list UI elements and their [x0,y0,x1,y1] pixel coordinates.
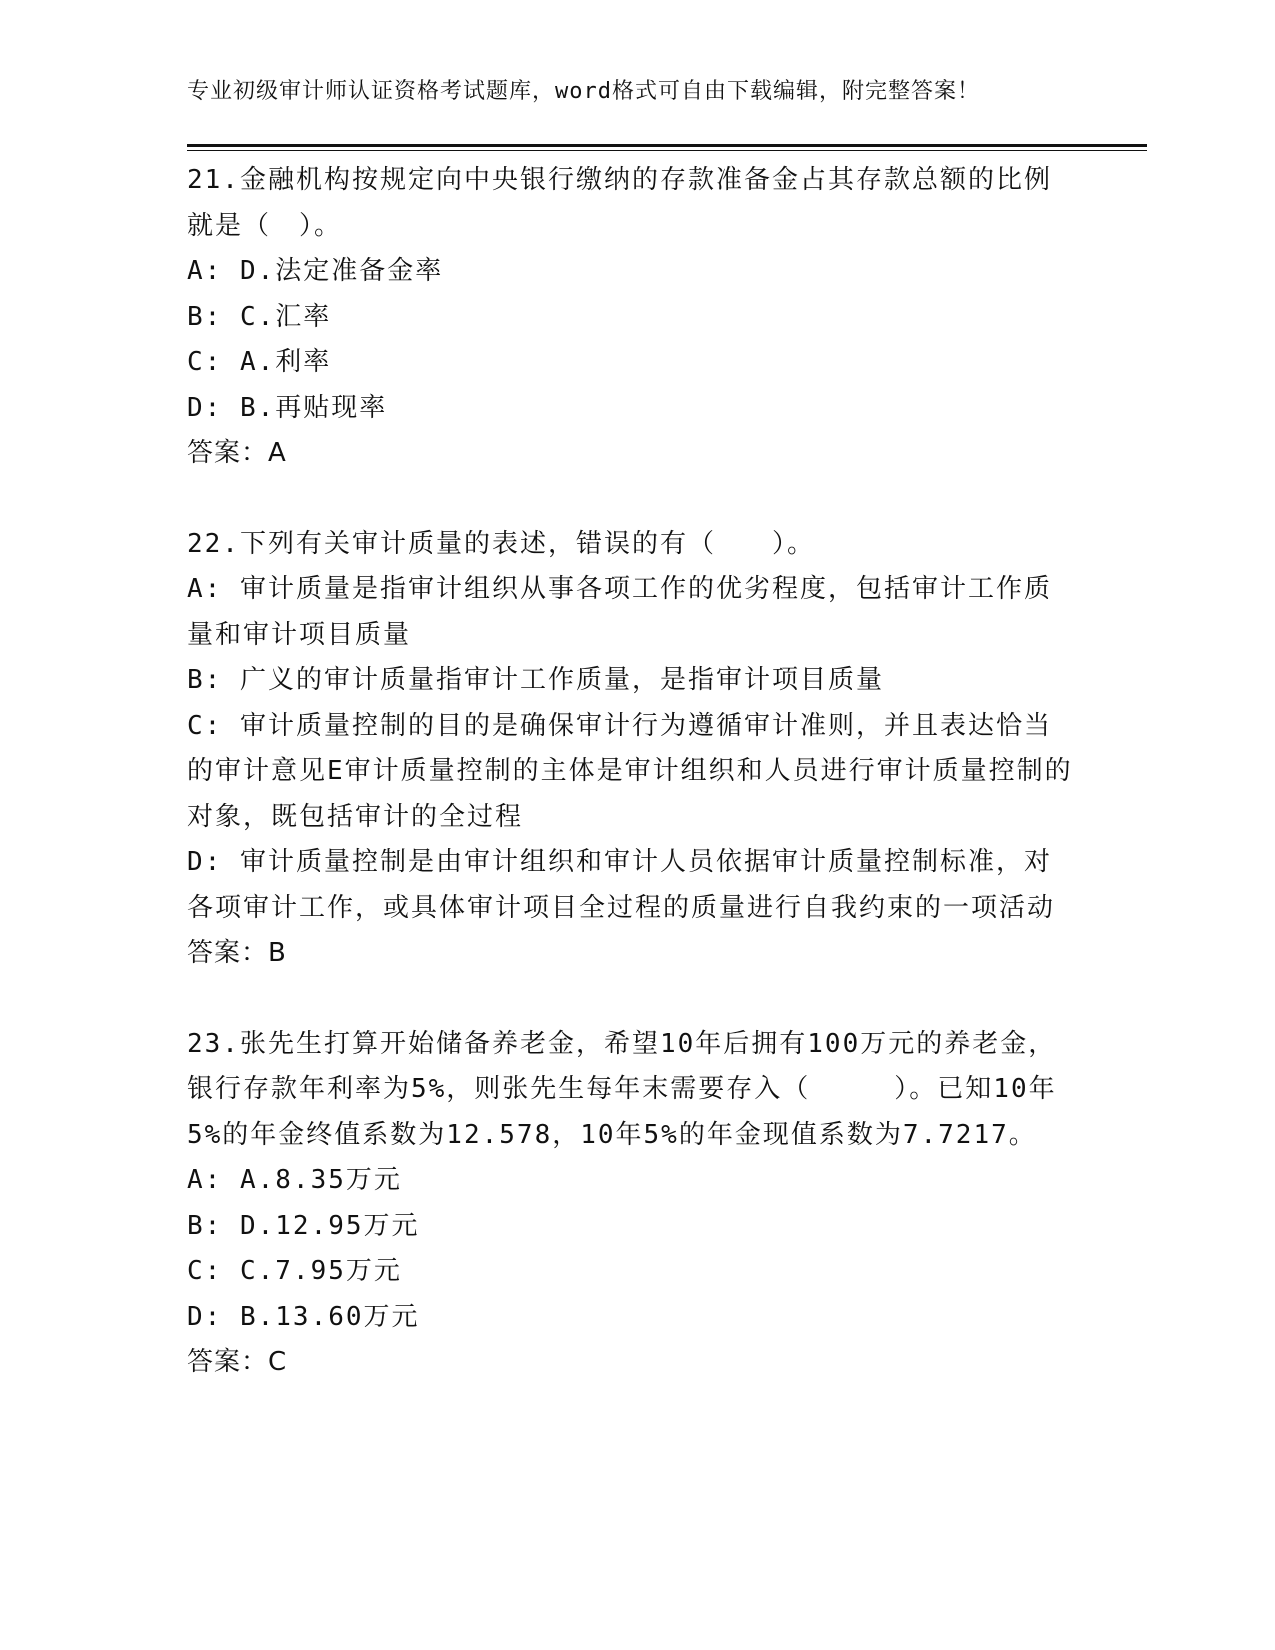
option-label: A: [187,574,223,604]
question-23 [187,1022,1077,1386]
option-text: D.法定准备金率 [239,256,444,286]
option-c [187,340,1077,386]
header-rule-thick [187,144,1147,147]
question-stem: 22.下列有关审计质量的表述，错误的有（ ）。 [187,528,815,559]
option-a [187,567,1077,658]
option-label: A: [187,256,223,286]
question-stem: 23.张先生打算开始储备养老金，希望10年后拥有100万元的养老金，银行存款年利率为5%，则张先生每年末需要存入（ ）。已知10年5%的年金终值系数为12.578，10年5%的年金现值系数为7.7217。 [187,1028,1057,1150]
option-d [187,1295,1077,1341]
option-label: A: [187,1165,223,1195]
option-label: B: [187,301,223,332]
option-text: 审计质量控制是由审计组织和审计人员依据审计质量控制标准，对各项审计工作，或具体审计项目全过程的质量进行自我约束的一项活动 [187,847,1056,923]
option-c [187,704,1077,841]
option-text: D.12.95万元 [239,1210,420,1241]
option-label: B: [187,665,223,695]
answer-line: 答案：A [187,438,287,468]
option-d [187,386,1077,432]
option-label: B: [187,1210,223,1241]
option-text: B.再贴现率 [239,392,388,423]
option-text: 广义的审计质量指审计工作质量，是指审计项目质量 [239,665,884,695]
option-text: B.13.60万元 [239,1301,420,1332]
question-spacer [187,977,1077,1022]
option-d [187,840,1077,931]
option-b [187,1204,1077,1250]
option-label: D: [187,1301,223,1332]
option-a [187,249,1077,295]
option-text: 审计质量是指审计组织从事各项工作的优劣程度，包括审计工作质量和审计项目质量 [187,574,1052,650]
header-rule-thin [187,150,1147,151]
option-label: C: [187,1256,223,1286]
question-stem: 21.金融机构按规定向中央银行缴纳的存款准备金占其存款总额的比例就是（ ）。 [187,165,1052,241]
answer-line: 答案：C [187,1347,288,1377]
option-text: A.8.35万元 [239,1165,402,1195]
option-a [187,1158,1077,1204]
option-label: C: [187,347,223,377]
option-b [187,658,1077,704]
question-21 [187,158,1077,477]
question-22 [187,522,1077,977]
option-text: A.利率 [239,347,332,377]
option-label: D: [187,392,223,423]
question-spacer [187,477,1077,522]
option-label: C: [187,710,223,741]
option-c [187,1249,1077,1295]
answer-line: 答案：B [187,938,287,968]
option-text: 审计质量控制的目的是确保审计行为遵循审计准则，并且表达恰当的审计意见E审计质量控制的主体是审计组织和人员进行审计质量控制的对象，既包括审计的全过程 [187,710,1073,832]
page-header: 专业初级审计师认证资格考试题库，word格式可自由下载编辑，附完整答案！ [187,79,980,104]
question-list [187,158,1077,1386]
option-b [187,295,1077,341]
option-label: D: [187,847,223,877]
option-text: C.汇率 [239,301,332,332]
option-text: C.7.95万元 [239,1256,402,1286]
